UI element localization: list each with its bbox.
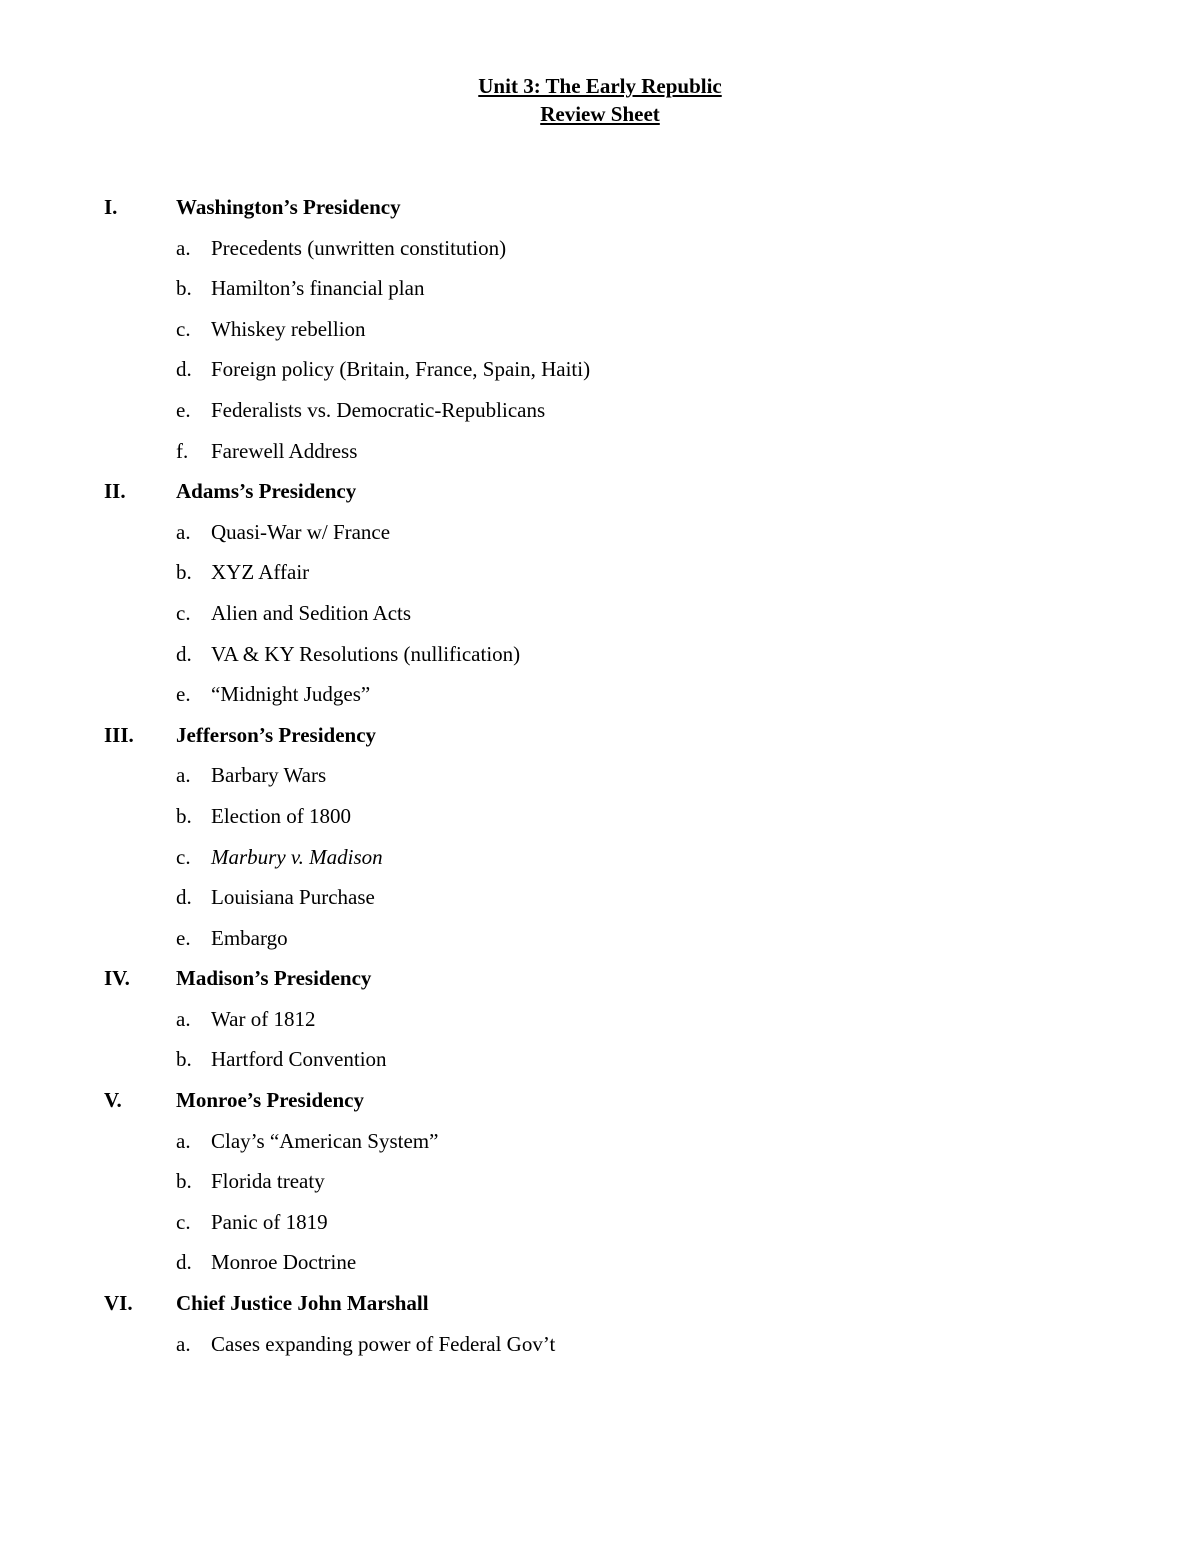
item-text: Hamilton’s financial plan [211,276,425,301]
item-text: Foreign policy (Britain, France, Spain, Haiti) [211,357,591,382]
item-letter: a. [176,1331,191,1356]
section-heading [104,962,1104,1003]
item-letter: b. [176,1169,192,1194]
list-item [104,1125,1104,1166]
item-letter: b. [176,803,192,828]
item-letter: c. [176,316,191,341]
list-item [104,922,1104,963]
section-numeral: V. [104,1088,122,1113]
section-heading [104,1287,1104,1328]
list-item [104,759,1104,800]
item-letter: c. [176,1209,191,1234]
section-title: Jefferson’s Presidency [176,722,377,747]
list-item [104,881,1104,922]
item-text: Monroe Doctrine [211,1250,357,1275]
item-letter: e. [176,925,191,950]
item-text: Marbury v. Madison [211,844,383,869]
list-item [104,394,1104,435]
list-item [104,841,1104,882]
item-text: Panic of 1819 [211,1209,328,1234]
item-text: Alien and Sedition Acts [211,600,412,625]
item-text: VA & KY Resolutions (nullification) [211,641,521,666]
section-numeral: IV. [104,966,130,991]
item-letter: b. [176,1047,192,1072]
section-heading [104,719,1104,760]
item-text: Barbary Wars [211,763,327,788]
item-text: Quasi-War w/ France [211,519,391,544]
list-item [104,1165,1104,1206]
list-item [104,435,1104,476]
list-item [104,638,1104,679]
item-text: Federalists vs. Democratic-Republicans [211,397,546,422]
list-item [104,353,1104,394]
section-numeral: I. [104,195,118,219]
item-letter: b. [176,276,192,301]
item-letter: a. [176,763,191,788]
item-letter: b. [176,560,192,585]
item-letter: d. [176,357,192,382]
list-item [104,597,1104,638]
list-item [104,516,1104,557]
section-numeral: VI. [104,1291,133,1316]
list-item [104,556,1104,597]
list-item [104,678,1104,719]
section-title: Chief Justice John Marshall [176,1291,429,1316]
list-item [104,232,1104,273]
item-letter: c. [176,600,191,625]
list-item [104,1043,1104,1084]
section-title: Washington’s Presidency [176,195,401,219]
section-title: Adams’s Presidency [176,479,357,504]
document-subtitle: Review Sheet [540,102,660,126]
section-heading [104,475,1104,516]
item-letter: a. [176,1128,191,1153]
item-text: XYZ Affair [211,560,310,585]
item-letter: e. [176,397,191,422]
item-letter: f. [176,438,189,463]
item-letter: a. [176,519,191,544]
item-letter: a. [176,235,191,260]
item-text: Embargo [211,925,288,950]
item-letter: d. [176,885,192,910]
item-text: Cases expanding power of Federal Gov’t [211,1331,556,1356]
document-title: Unit 3: The Early Republic [478,74,722,98]
list-item [104,1003,1104,1044]
list-item [104,1246,1104,1287]
list-item [104,1206,1104,1247]
item-text: “Midnight Judges” [211,682,371,707]
section-title: Madison’s Presidency [176,966,372,991]
item-letter: a. [176,1006,191,1031]
item-text: Clay’s “American System” [211,1128,439,1153]
item-text: Louisiana Purchase [211,885,375,910]
section-heading [104,1084,1104,1125]
item-text: Whiskey rebellion [211,316,366,341]
item-text: War of 1812 [211,1006,316,1031]
item-letter: c. [176,844,191,869]
section-numeral: II. [104,479,126,504]
item-text: Florida treaty [211,1169,325,1194]
list-item [104,272,1104,313]
review-outline [104,191,1104,1368]
item-letter: d. [176,641,192,666]
item-text: Hartford Convention [211,1047,387,1072]
item-text: Farewell Address [211,438,358,463]
section-numeral: III. [104,722,134,747]
list-item [104,800,1104,841]
list-item [104,313,1104,354]
item-letter: d. [176,1250,192,1275]
section-title: Monroe’s Presidency [176,1088,364,1113]
item-letter: e. [176,682,191,707]
section-heading [104,191,1104,232]
document-header [0,72,1200,128]
item-text: Election of 1800 [211,803,351,828]
item-text: Precedents (unwritten constitution) [211,235,507,260]
list-item [104,1328,1104,1369]
